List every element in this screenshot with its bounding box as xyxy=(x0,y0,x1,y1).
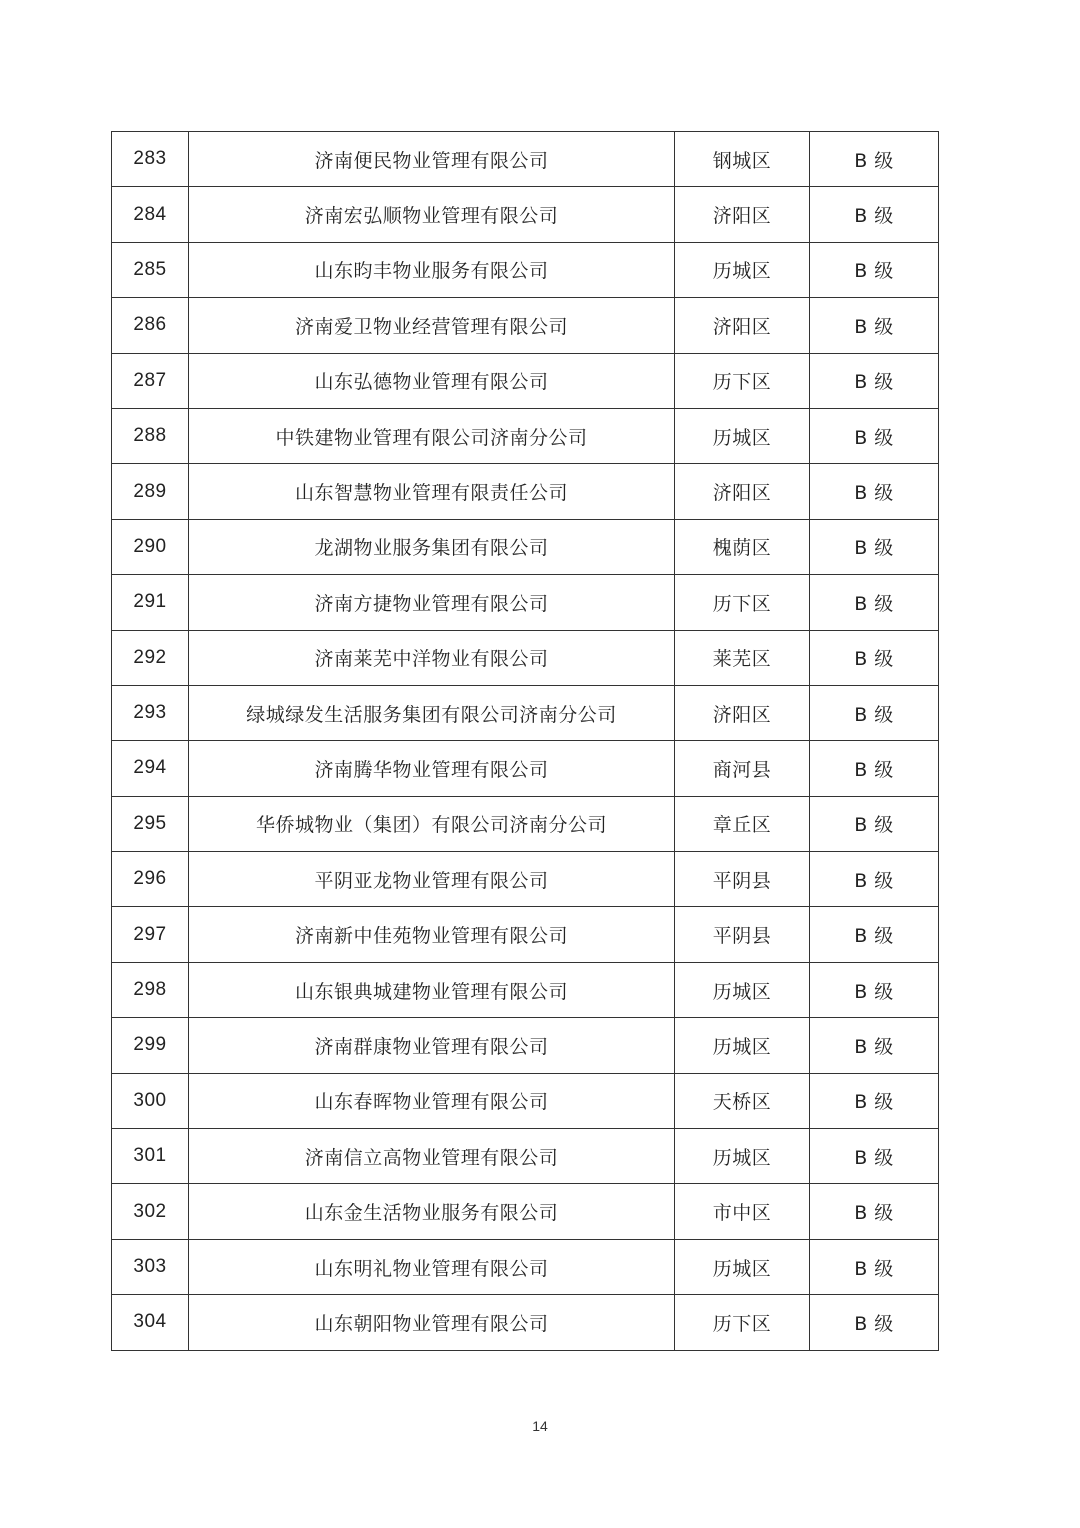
company-name-cell: 山东智慧物业管理有限责任公司 xyxy=(189,464,675,519)
grade-cell: B 级 xyxy=(810,519,939,574)
row-number-cell: 296 xyxy=(112,852,189,907)
row-number-cell: 293 xyxy=(112,685,189,740)
company-name-cell: 济南便民物业管理有限公司 xyxy=(189,132,675,187)
district-cell: 济阳区 xyxy=(675,685,810,740)
table-row xyxy=(112,1239,939,1294)
company-name-cell: 济南宏弘顺物业管理有限公司 xyxy=(189,187,675,242)
district-cell: 历城区 xyxy=(675,962,810,1017)
company-name-cell: 济南信立高物业管理有限公司 xyxy=(189,1129,675,1184)
company-name-cell: 济南莱芜中洋物业有限公司 xyxy=(189,630,675,685)
district-cell: 历下区 xyxy=(675,1295,810,1350)
row-number-cell: 297 xyxy=(112,907,189,962)
district-cell: 济阳区 xyxy=(675,298,810,353)
district-cell: 商河县 xyxy=(675,741,810,796)
property-company-rating-table xyxy=(111,131,939,1351)
table-row xyxy=(112,796,939,851)
company-name-cell: 山东朝阳物业管理有限公司 xyxy=(189,1295,675,1350)
page-number: 14 xyxy=(532,1418,548,1434)
district-cell: 历城区 xyxy=(675,1239,810,1294)
row-number-cell: 295 xyxy=(112,796,189,851)
grade-cell: B 级 xyxy=(810,1295,939,1350)
row-number-cell: 287 xyxy=(112,353,189,408)
table-row xyxy=(112,1073,939,1128)
district-cell: 历城区 xyxy=(675,408,810,463)
district-cell: 平阴县 xyxy=(675,852,810,907)
company-name-cell: 龙湖物业服务集团有限公司 xyxy=(189,519,675,574)
table-row xyxy=(112,242,939,297)
grade-cell: B 级 xyxy=(810,852,939,907)
grade-cell: B 级 xyxy=(810,796,939,851)
row-number-cell: 284 xyxy=(112,187,189,242)
company-name-cell: 绿城绿发生活服务集团有限公司济南分公司 xyxy=(189,685,675,740)
table-row xyxy=(112,187,939,242)
table-row xyxy=(112,685,939,740)
company-name-cell: 山东春晖物业管理有限公司 xyxy=(189,1073,675,1128)
grade-cell: B 级 xyxy=(810,1184,939,1239)
grade-cell: B 级 xyxy=(810,630,939,685)
table-row xyxy=(112,408,939,463)
company-name-cell: 山东银典城建物业管理有限公司 xyxy=(189,962,675,1017)
row-number-cell: 283 xyxy=(112,132,189,187)
district-cell: 历下区 xyxy=(675,353,810,408)
table-row xyxy=(112,298,939,353)
company-name-cell: 山东弘德物业管理有限公司 xyxy=(189,353,675,408)
district-cell: 章丘区 xyxy=(675,796,810,851)
grade-cell: B 级 xyxy=(810,132,939,187)
grade-cell: B 级 xyxy=(810,408,939,463)
row-number-cell: 299 xyxy=(112,1018,189,1073)
row-number-cell: 285 xyxy=(112,242,189,297)
company-name-cell: 山东昀丰物业服务有限公司 xyxy=(189,242,675,297)
grade-cell: B 级 xyxy=(810,1129,939,1184)
table-row xyxy=(112,852,939,907)
company-name-cell: 华侨城物业（集团）有限公司济南分公司 xyxy=(189,796,675,851)
table-row xyxy=(112,907,939,962)
district-cell: 历下区 xyxy=(675,575,810,630)
grade-cell: B 级 xyxy=(810,187,939,242)
district-cell: 槐荫区 xyxy=(675,519,810,574)
district-cell: 平阴县 xyxy=(675,907,810,962)
table-row xyxy=(112,630,939,685)
row-number-cell: 300 xyxy=(112,1073,189,1128)
district-cell: 历城区 xyxy=(675,1129,810,1184)
district-cell: 历城区 xyxy=(675,242,810,297)
row-number-cell: 298 xyxy=(112,962,189,1017)
company-name-cell: 平阴亚龙物业管理有限公司 xyxy=(189,852,675,907)
table-row xyxy=(112,1184,939,1239)
row-number-cell: 286 xyxy=(112,298,189,353)
grade-cell: B 级 xyxy=(810,298,939,353)
district-cell: 钢城区 xyxy=(675,132,810,187)
row-number-cell: 301 xyxy=(112,1129,189,1184)
grade-cell: B 级 xyxy=(810,907,939,962)
company-name-cell: 济南群康物业管理有限公司 xyxy=(189,1018,675,1073)
grade-cell: B 级 xyxy=(810,353,939,408)
district-cell: 莱芜区 xyxy=(675,630,810,685)
table-row xyxy=(112,1295,939,1350)
district-cell: 济阳区 xyxy=(675,464,810,519)
row-number-cell: 294 xyxy=(112,741,189,796)
row-number-cell: 290 xyxy=(112,519,189,574)
grade-cell: B 级 xyxy=(810,1073,939,1128)
row-number-cell: 288 xyxy=(112,408,189,463)
table-row xyxy=(112,353,939,408)
grade-cell: B 级 xyxy=(810,741,939,796)
row-number-cell: 303 xyxy=(112,1239,189,1294)
grade-cell: B 级 xyxy=(810,242,939,297)
table-row xyxy=(112,741,939,796)
district-cell: 济阳区 xyxy=(675,187,810,242)
grade-cell: B 级 xyxy=(810,685,939,740)
grade-cell: B 级 xyxy=(810,1018,939,1073)
grade-cell: B 级 xyxy=(810,1239,939,1294)
row-number-cell: 304 xyxy=(112,1295,189,1350)
district-cell: 历城区 xyxy=(675,1018,810,1073)
table-row xyxy=(112,962,939,1017)
table-row xyxy=(112,1018,939,1073)
row-number-cell: 302 xyxy=(112,1184,189,1239)
table-row xyxy=(112,464,939,519)
district-cell: 市中区 xyxy=(675,1184,810,1239)
district-cell: 天桥区 xyxy=(675,1073,810,1128)
table-row xyxy=(112,575,939,630)
company-name-cell: 山东金生活物业服务有限公司 xyxy=(189,1184,675,1239)
row-number-cell: 291 xyxy=(112,575,189,630)
company-name-cell: 济南爱卫物业经营管理有限公司 xyxy=(189,298,675,353)
grade-cell: B 级 xyxy=(810,962,939,1017)
company-name-cell: 济南腾华物业管理有限公司 xyxy=(189,741,675,796)
company-name-cell: 中铁建物业管理有限公司济南分公司 xyxy=(189,408,675,463)
table-row xyxy=(112,1129,939,1184)
company-name-cell: 济南新中佳苑物业管理有限公司 xyxy=(189,907,675,962)
grade-cell: B 级 xyxy=(810,464,939,519)
company-name-cell: 济南方捷物业管理有限公司 xyxy=(189,575,675,630)
company-name-cell: 山东明礼物业管理有限公司 xyxy=(189,1239,675,1294)
grade-cell: B 级 xyxy=(810,575,939,630)
row-number-cell: 289 xyxy=(112,464,189,519)
row-number-cell: 292 xyxy=(112,630,189,685)
table-body xyxy=(112,132,939,1351)
table-row xyxy=(112,132,939,187)
table-row xyxy=(112,519,939,574)
